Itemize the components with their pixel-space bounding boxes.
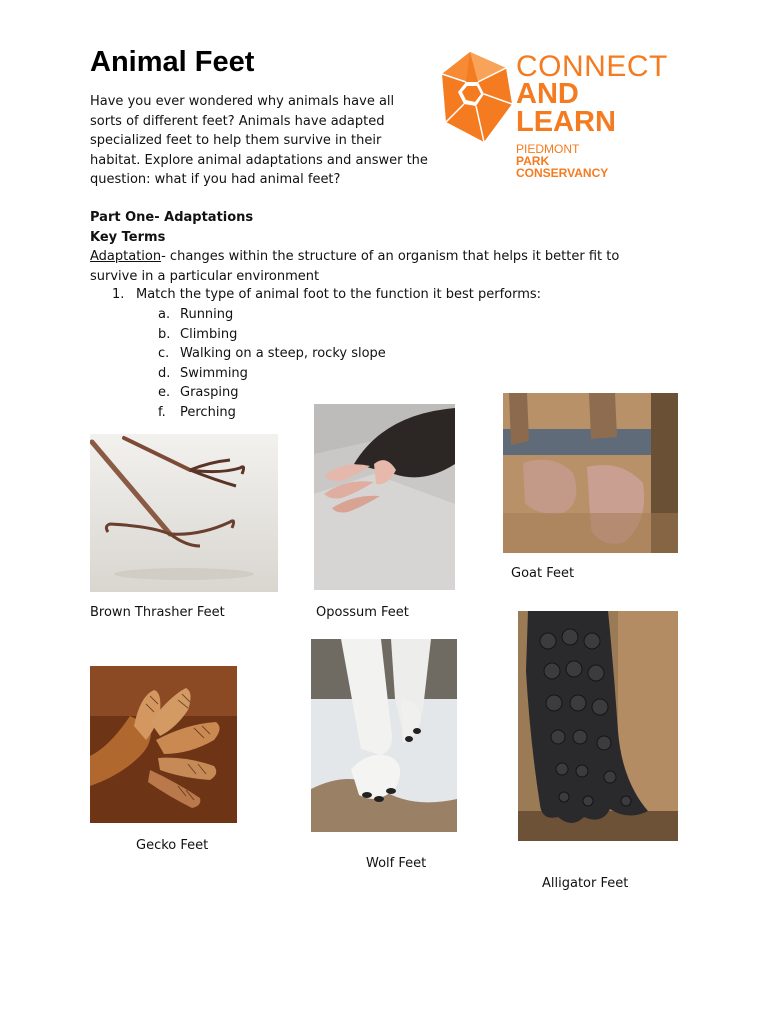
caption-opossum: Opossum Feet [316, 605, 409, 620]
logo-conservancy-text: CONSERVANCY [516, 166, 609, 180]
option-marker: f. [158, 405, 166, 420]
connect-and-learn-logo [432, 44, 680, 180]
option-e [158, 385, 458, 403]
logo-park-text: PARK [516, 154, 550, 168]
alligator-photo [518, 611, 678, 841]
option-label: Perching [180, 405, 236, 420]
option-label: Running [180, 307, 234, 322]
option-c [158, 346, 458, 364]
brown-thrasher-photo [90, 434, 278, 592]
logo-and-text: AND [516, 78, 579, 110]
caption-gecko: Gecko Feet [136, 838, 209, 853]
caption-alligator: Alligator Feet [542, 876, 629, 891]
wolf-photo [311, 639, 457, 832]
option-label: Walking on a steep, rocky slope [180, 346, 386, 361]
option-marker: a. [158, 307, 171, 322]
logo-learn-text: LEARN [516, 106, 616, 138]
option-b [158, 327, 458, 345]
question-text: Match the type of animal foot to the function it best performs: [136, 287, 542, 302]
caption-wolf: Wolf Feet [366, 856, 427, 871]
option-label: Grasping [180, 385, 239, 400]
gecko-photo [90, 666, 237, 823]
question-number: 1. [112, 287, 125, 302]
intro-paragraph: Have you ever wondered why animals have all sorts of different feet? Animals have adapted specialized feet to help them survive in their habitat. Explore animal adaptations and answer the question: what if you had animal feet? [90, 94, 428, 188]
option-label: Climbing [180, 327, 238, 342]
definition-paragraph [90, 247, 670, 286]
caption-goat: Goat Feet [511, 566, 575, 581]
page-title: Animal Feet [90, 46, 255, 78]
logo-piedmont-text: PIEDMONT [516, 142, 580, 156]
caption-brown-thrasher: Brown Thrasher Feet [90, 605, 225, 620]
logo-connect-text: CONNECT [516, 50, 668, 83]
term-definition: - changes within the structure of an organism that helps it better fit to survive in a particular environment [90, 249, 620, 284]
wolf-feet-image [311, 639, 457, 832]
goat-feet-image [503, 393, 678, 553]
gecko-feet-image [90, 666, 237, 823]
opossum-photo [314, 404, 455, 590]
alligator-feet-image [518, 611, 678, 841]
bird-feet-image [90, 434, 278, 592]
question-1 [112, 287, 592, 305]
geometric-hexagon-icon [436, 48, 514, 146]
goat-photo [503, 393, 678, 553]
opossum-feet-image [314, 404, 455, 590]
option-d [158, 366, 458, 384]
option-marker: c. [158, 346, 170, 361]
key-terms-heading: Key Terms [90, 230, 166, 245]
option-marker: d. [158, 366, 171, 381]
option-label: Swimming [180, 366, 248, 381]
option-marker: b. [158, 327, 171, 342]
part-one-heading: Part One- Adaptations [90, 210, 254, 225]
option-marker: e. [158, 385, 171, 400]
option-a [158, 307, 458, 325]
term-adaptation: Adaptation [90, 249, 162, 264]
